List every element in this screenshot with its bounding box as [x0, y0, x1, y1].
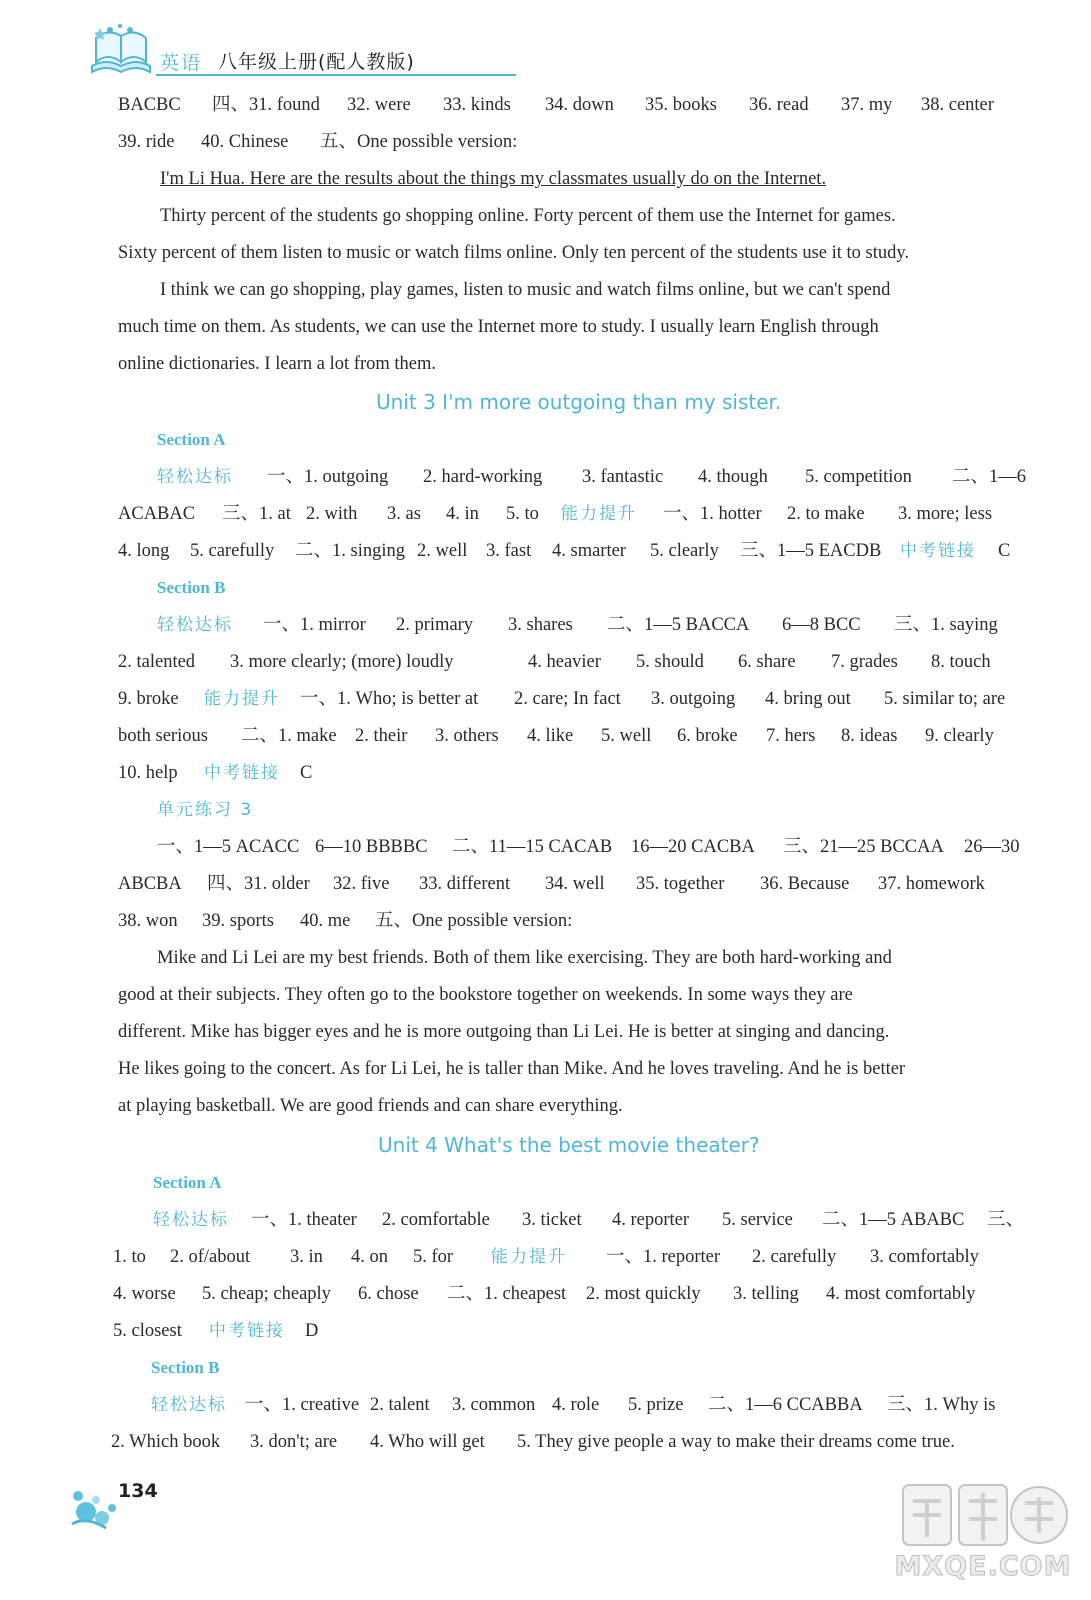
answer-text: 4. reporter — [612, 1210, 690, 1230]
answer-line — [0, 980, 1091, 1010]
watermark — [893, 1477, 1073, 1587]
answer-text: 6. broke — [677, 726, 738, 746]
watermark-logo-icon — [899, 1479, 1069, 1551]
answer-text: 38. won — [118, 911, 178, 931]
answer-text: 2. comfortable — [382, 1210, 490, 1230]
answer-text: 一、1. theater — [251, 1210, 357, 1230]
answer-line — [0, 1353, 1091, 1383]
section-tag: 轻松达标 — [151, 1395, 227, 1415]
answer-text: 三、21—25 BCCAA — [783, 837, 944, 857]
answer-text: 6—8 BCC — [782, 615, 861, 635]
answer-text: 2. talent — [370, 1395, 430, 1415]
answer-text: 2. their — [355, 726, 408, 746]
answer-text: 五、One possible version: — [320, 132, 518, 152]
answer-text: 4. role — [552, 1395, 600, 1415]
answer-text: both serious — [118, 726, 208, 746]
answer-text: ABCBA — [118, 874, 182, 894]
answer-line — [0, 349, 1091, 379]
answer-text: 35. books — [645, 95, 717, 115]
section-heading: Section A — [157, 430, 226, 449]
answer-line — [0, 238, 1091, 268]
section-tag: 单元练习 3 — [157, 800, 254, 820]
answer-text: 4. Who will get — [370, 1432, 485, 1452]
answer-text: 4. in — [446, 504, 479, 524]
header-divider — [156, 74, 516, 76]
answer-text: 3. fantastic — [582, 467, 664, 487]
answer-text: 3. outgoing — [651, 689, 736, 709]
splash-decoration-icon — [66, 1474, 124, 1532]
answer-line — [0, 1091, 1091, 1121]
section-tag: 轻松达标 — [157, 467, 233, 487]
answer-line — [0, 1427, 1091, 1457]
answer-text: C — [300, 763, 313, 783]
answer-text: 5. prize — [628, 1395, 684, 1415]
answer-line — [0, 684, 1091, 714]
answer-text: 1. to — [113, 1247, 146, 1267]
section-tag: 中考链接 — [209, 1321, 285, 1341]
answer-text: 3. more clearly; (more) loudly — [230, 652, 454, 672]
answer-text: Sixty percent of them listen to music or watch films online. Only ten percent of the students use it to study. — [118, 243, 910, 263]
answer-text: 4. on — [351, 1247, 388, 1267]
answer-text: 一、1. hotter — [663, 504, 762, 524]
answer-text: good at their subjects. They often go to the bookstore together on weekends. In some ways they are — [118, 985, 853, 1005]
answer-text: 二、1. cheapest — [447, 1284, 567, 1304]
answer-text: 5. similar to; are — [884, 689, 1006, 709]
answer-text: 33. different — [419, 874, 511, 894]
answer-text: 37. my — [841, 95, 893, 115]
answer-text: 37. homework — [878, 874, 985, 894]
answer-text: 5. service — [722, 1210, 793, 1230]
answer-text: 二、1—5 BACCA — [607, 615, 750, 635]
answer-line — [0, 573, 1091, 603]
answer-text: 6. chose — [358, 1284, 419, 1304]
answer-line — [0, 943, 1091, 973]
section-tag: 轻松达标 — [157, 615, 233, 635]
answer-text: 二、1—6 CCABBA — [708, 1395, 863, 1415]
answer-line — [0, 721, 1091, 751]
answer-text: 5. carefully — [190, 541, 275, 561]
answer-line — [0, 127, 1091, 157]
answer-text: ACABAC — [118, 504, 196, 524]
answer-text: 五、One possible version: — [375, 911, 573, 931]
section-heading: Section B — [151, 1358, 220, 1377]
answer-line — [0, 869, 1091, 899]
answer-text: much time on them. As students, we can use the Internet more to study. I usually learn English through — [118, 317, 879, 337]
answer-line — [0, 1130, 1091, 1160]
answer-line — [0, 795, 1091, 825]
answer-text: 4. bring out — [765, 689, 851, 709]
answer-line — [0, 312, 1091, 342]
answer-text: 二、1. make — [241, 726, 337, 746]
answer-text: 4. most comfortably — [826, 1284, 976, 1304]
answer-line — [0, 1279, 1091, 1309]
answer-line — [0, 387, 1091, 417]
answer-text: 二、11—15 CACAB — [452, 837, 613, 857]
section-heading: Section B — [157, 578, 226, 597]
answer-line — [0, 536, 1091, 566]
answer-text: 9. broke — [118, 689, 179, 709]
answer-text: 5. should — [636, 652, 704, 672]
answer-line — [0, 758, 1091, 788]
answer-text: C — [998, 541, 1011, 561]
answer-line — [0, 1205, 1091, 1235]
subject-label: 英语 — [160, 52, 203, 74]
answer-text: 16—20 CACBA — [631, 837, 755, 857]
answer-line — [0, 1168, 1091, 1198]
answer-line — [0, 1242, 1091, 1272]
answer-text: 四、31. found — [212, 95, 320, 115]
answer-text: 2. of/about — [170, 1247, 251, 1267]
answer-text: 5. to — [506, 504, 539, 524]
answer-line — [0, 647, 1091, 677]
open-book-icon — [88, 22, 154, 76]
answer-text: 4. like — [527, 726, 574, 746]
answer-text: 34. well — [545, 874, 605, 894]
answer-text: 三、 — [987, 1210, 1025, 1230]
answer-text: 2. talented — [118, 652, 196, 672]
answer-text: 2. with — [306, 504, 358, 524]
answer-text: 一、1. creative — [245, 1395, 360, 1415]
answer-text: 3. in — [290, 1247, 323, 1267]
answer-text: 5. They give people a way to make their dreams come true. — [517, 1432, 955, 1452]
answer-text: 2. most quickly — [586, 1284, 701, 1304]
section-tag: 能力提升 — [561, 504, 637, 524]
answer-text: 6. share — [738, 652, 796, 672]
unit-title: Unit 4 What's the best movie theater? — [378, 1133, 760, 1157]
answer-text: 38. center — [921, 95, 994, 115]
answer-text: 32. five — [333, 874, 390, 894]
answer-text: 4. heavier — [528, 652, 601, 672]
answer-text: 2. primary — [396, 615, 474, 635]
answer-text: different. Mike has bigger eyes and he is more outgoing than Li Lei. He is better at singing and dancing. — [118, 1022, 890, 1042]
answer-text: 三、1. saying — [894, 615, 998, 635]
answer-text: 3. ticket — [522, 1210, 582, 1230]
answer-text: 3. fast — [486, 541, 532, 561]
answer-text: 35. together — [636, 874, 725, 894]
answer-line — [0, 1017, 1091, 1047]
answer-text: D — [305, 1321, 319, 1341]
answer-text: 40. Chinese — [201, 132, 289, 152]
answer-text: 二、1—6 — [952, 467, 1027, 487]
answer-text: 5. closest — [113, 1321, 182, 1341]
answer-text: 32. were — [347, 95, 411, 115]
answer-text: 36. read — [749, 95, 809, 115]
answer-line — [0, 201, 1091, 231]
answer-text: 2. to make — [787, 504, 865, 524]
answer-text: 33. kinds — [443, 95, 511, 115]
answer-text: 34. down — [545, 95, 614, 115]
answer-text: 5. clearly — [650, 541, 719, 561]
section-tag: 中考链接 — [900, 541, 976, 561]
unit-title: Unit 3 I'm more outgoing than my sister. — [376, 390, 782, 414]
answer-text: 3. common — [452, 1395, 536, 1415]
answer-text: 一、1. reporter — [606, 1247, 721, 1267]
answer-text: BACBC — [118, 95, 181, 115]
answer-text: 二、1—5 ABABC — [822, 1210, 965, 1230]
answer-text: Thirty percent of the students go shopping online. Forty percent of them use the Internet for games. — [160, 206, 896, 226]
answer-text: 5. cheap; cheaply — [202, 1284, 331, 1304]
section-tag: 中考链接 — [204, 763, 280, 783]
answer-text: 2. care; In fact — [514, 689, 621, 709]
answer-text: 4. long — [118, 541, 170, 561]
answer-text: 3. others — [435, 726, 499, 746]
answer-line — [0, 462, 1091, 492]
answer-line — [0, 1316, 1091, 1346]
answer-text: 9. clearly — [925, 726, 994, 746]
section-heading: Section A — [153, 1173, 222, 1192]
answer-text: 三、1—5 EACDB — [740, 541, 882, 561]
answer-text: 3. as — [387, 504, 421, 524]
answer-text: 四、31. older — [207, 874, 310, 894]
page-header — [88, 22, 588, 78]
answer-text: 26—30 — [964, 837, 1020, 857]
answer-text: 2. Which book — [111, 1432, 221, 1452]
answer-text: 3. more; less — [898, 504, 993, 524]
answer-text: 7. grades — [831, 652, 898, 672]
answer-text: online dictionaries. I learn a lot from them. — [118, 354, 436, 374]
answer-line — [0, 610, 1091, 640]
answer-text: 3. comfortably — [870, 1247, 979, 1267]
answer-text: 二、1. singing — [295, 541, 405, 561]
answer-text: 2. carefully — [752, 1247, 837, 1267]
section-tag: 能力提升 — [491, 1247, 567, 1267]
answer-line — [0, 499, 1091, 529]
answer-text: 三、1. Why is — [887, 1395, 996, 1415]
answer-text: 3. shares — [508, 615, 573, 635]
section-tag: 轻松达标 — [153, 1210, 229, 1230]
answer-text: Mike and Li Lei are my best friends. Both of them like exercising. They are both hard-working and — [157, 948, 892, 968]
answer-text: I'm Li Hua. Here are the results about the things my classmates usually do on the Internet. — [160, 169, 827, 189]
answer-text: 10. help — [118, 763, 178, 783]
answer-text: I think we can go shopping, play games, listen to music and watch films online, but we can't spend — [160, 280, 891, 300]
answer-text: 39. sports — [202, 911, 274, 931]
answer-line — [0, 1390, 1091, 1420]
answer-text: 3. don't; are — [250, 1432, 338, 1452]
answer-text: 40. me — [300, 911, 351, 931]
answer-text: 2. hard-working — [423, 467, 543, 487]
answer-text: 8. ideas — [841, 726, 898, 746]
answer-text: 5. for — [413, 1247, 454, 1267]
answer-text: 7. hers — [766, 726, 816, 746]
answer-text: 36. Because — [760, 874, 850, 894]
section-tag: 能力提升 — [204, 689, 280, 709]
answer-text: 3. telling — [733, 1284, 799, 1304]
answer-text: 一、1. mirror — [263, 615, 366, 635]
answer-line — [0, 164, 1091, 194]
answer-text: 4. though — [698, 467, 768, 487]
answer-text: 4. smarter — [552, 541, 626, 561]
answer-text: 6—10 BBBBC — [315, 837, 428, 857]
answer-text: 5. well — [601, 726, 652, 746]
answer-text: 8. touch — [931, 652, 991, 672]
book-title: 八年级上册(配人教版) — [218, 51, 415, 73]
answer-text: 三、1. at — [222, 504, 291, 524]
answer-text: 39. ride — [118, 132, 175, 152]
answer-text: 一、1. Who; is better at — [300, 689, 479, 709]
answer-line — [0, 275, 1091, 305]
answer-text: 5. competition — [805, 467, 912, 487]
answer-line — [0, 425, 1091, 455]
page-number: 134 — [118, 1480, 158, 1502]
answer-line — [0, 906, 1091, 936]
answer-line — [0, 90, 1091, 120]
answer-line — [0, 832, 1091, 862]
answer-text: at playing basketball. We are good friends and can share everything. — [118, 1096, 623, 1116]
answer-text: 2. well — [417, 541, 468, 561]
watermark-text: MXQE.COM — [894, 1551, 1072, 1582]
answer-line — [0, 1054, 1091, 1084]
answer-text: 一、1. outgoing — [267, 467, 389, 487]
answer-text: 一、1—5 ACACC — [157, 837, 300, 857]
answer-text: 4. worse — [113, 1284, 176, 1304]
answer-text: He likes going to the concert. As for Li Lei, he is taller than Mike. And he loves traveling. And he is better — [118, 1059, 906, 1079]
